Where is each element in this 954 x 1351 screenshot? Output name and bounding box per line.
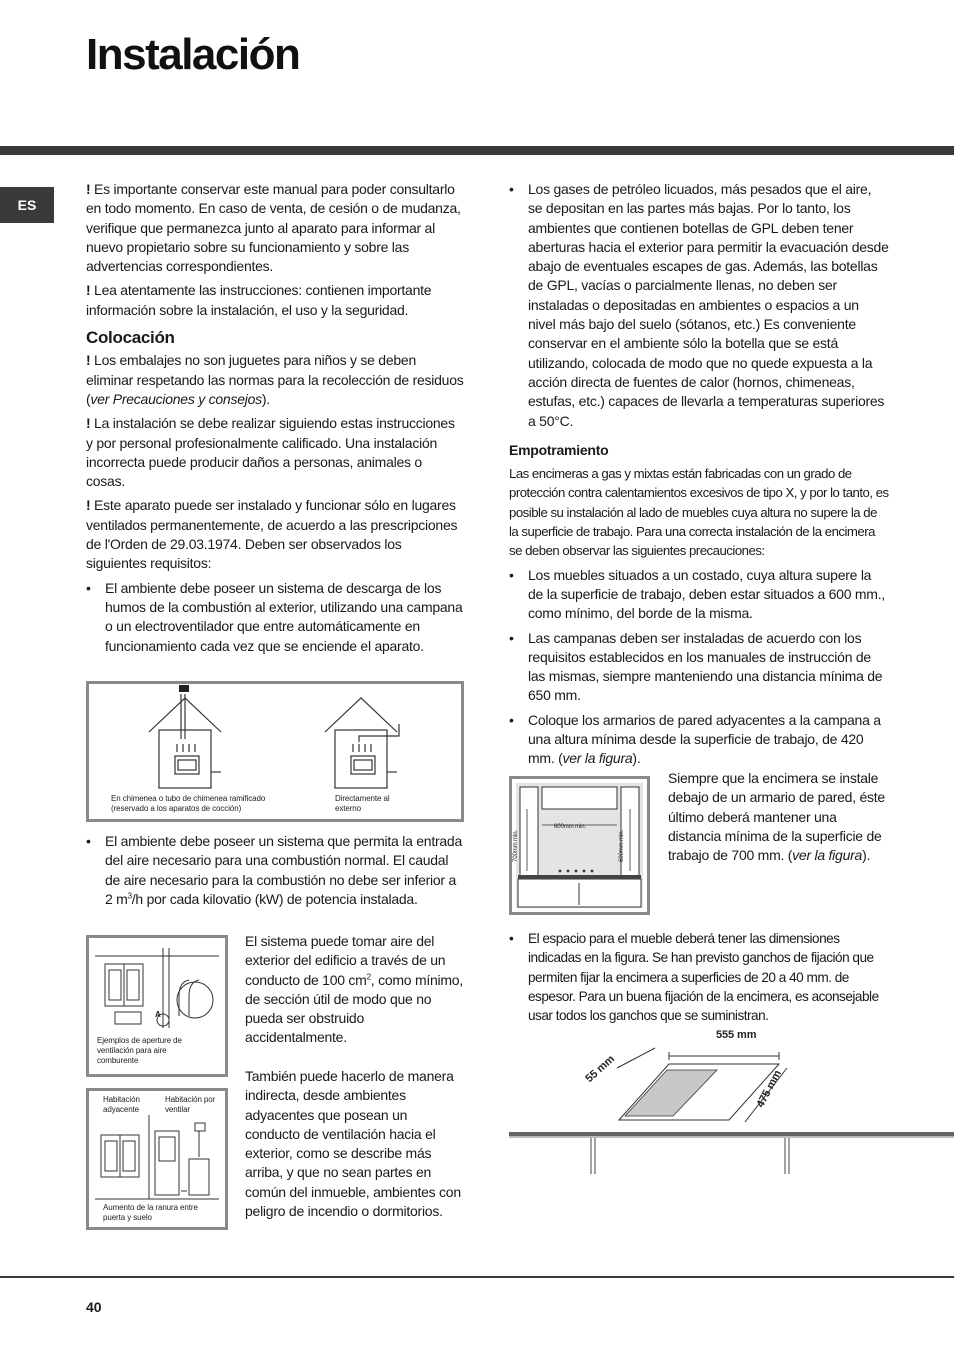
figure-label-a: A — [155, 1010, 161, 1019]
side-text-direct-intake: El sistema puede tomar aire del exterior del edificio a través de un conducto de 100 $cm^2$, como mínimo, de sección útil de modo que no pueda ser obstruido accidentalmente. — [245, 933, 463, 1046]
figure-caption-ventilation: Ejemplos de aperture de ventilación para aire comburente — [97, 1036, 182, 1065]
figure-cutout-dimensions — [509, 1028, 954, 1178]
figure-ventilation-openings — [86, 935, 228, 1077]
dimension-label-600-horizontal: 600mm min. — [554, 824, 587, 830]
dimension-label-475: 475 mm — [754, 1068, 784, 1110]
list-item: • Los gases de petróleo licuados, más pesados que el aire, se depositan en las partes más bajas. Por lo tanto, los ambientes que contienen botellas de GPL deben tener aberturas hacia el exterior para permitir la evacuación desde abajo de eventuales escapes de gas. Además, las botellas de GPL, vacías o parcialmente llenas, no deben ser instaladas o depositadas en ambientes o espacios a un nivel más bajo del suelo (sótanos, etc.) Es conveniente conservar en el ambiente sólo la botella que se está utilizando, colocada de modo que no quede expuesta a la acción directa de fuentes de calor (hornos, chimeneas, estufas, etc.) capaces de llevarla a temperaturas superiores a 50°C. — [509, 180, 889, 431]
language-tab: ES — [0, 187, 54, 223]
paragraph-packaging: ! Los embalajes no son juguetes para niños y se deben eliminar respetando las normas para la recolección de residuos (ver Precauciones y consejos). — [86, 352, 464, 407]
figure-adjacent-room — [86, 1088, 228, 1230]
header-bar — [0, 146, 954, 155]
section-heading-colocacion: Colocación — [86, 328, 175, 348]
list-item: • Los muebles situados a un costado, cuya altura supere la de la superficie de trabajo, deben estar situados a 600 mm., como mínimo, del borde de la misma. — [509, 566, 889, 624]
section-heading-empotramiento: Empotramiento — [509, 441, 609, 458]
air-intake-requirement — [86, 832, 464, 914]
dimension-label-55: 55 mm — [583, 1053, 617, 1085]
page-number: 40 — [86, 1299, 102, 1315]
dimension-label-555: 555 mm — [716, 1029, 757, 1041]
paragraph-built-in-intro: Las encimeras a gas y mixtas están fabricadas con un grado de protección contra calentamientos excesivos de tipo X, y por lo tanto, es posible su instalación al lado de muebles cuya altura no supere la de la superficie de trabajo. Para una correcta instalación de la encimera se deben observar las siguientes precauciones: — [509, 466, 889, 559]
paragraph-qualified-install: ! La instalación se debe realizar siguiendo estas instrucciones y por personal profesionalmente calificado. Una instalación incorrecta puede producir daños a personas, animales o cosas. — [86, 415, 455, 490]
paragraph-ventilation: ! Este aparato puede ser instalado y funcionar sólo en lugares ventilados permanentemente, de acuerdo a las prescripciones de l'Orden de 29.03.1974. Deben ser observados los siguientes requisitos: — [86, 497, 458, 572]
requirements-list-1 — [86, 579, 464, 656]
list-item: • El ambiente debe poseer un sistema de descarga de los humos de la combustión al exterior, utilizando una campana o un electroventilador que entre automáticamente en funcionamiento cada vez que se enciende el aparato. — [86, 579, 464, 656]
dimension-label-700-vertical: 700mm min. — [513, 829, 520, 863]
list-item: • Las campanas deben ser instaladas de acuerdo con los requisitos establecidos en los manuales de instrucción de las mismas, siempre manteniendo una distancia mínima de 650 mm. — [509, 629, 889, 706]
list-item: • Coloque los armarios de pared adyacentes a la campana a una altura mínima desde la superficie de trabajo, de 420 mm. (ver la figura). — [509, 711, 889, 769]
list-item: • El espacio para el mueble deberá tener las dimensiones indicadas en la figura. Se han previsto ganchos de fijación que permiten fijar la encimera a superficies de 20 a 40 mm. de espesor. Para un buena fijación de la encimera, es aconsejable usar todos los ganchos que se suministran. — [509, 929, 889, 1025]
figure-caption-to-ventilate: Habitación por ventilar — [165, 1095, 216, 1114]
side-text-indirect-intake: También puede hacerlo de manera indirecta, desde ambientes adyacentes que posean un conducto de ventilación hacia el exterior, como se describe más arriba, y que no sean partes en común del inmueble, ambientes con peligro de incendio o dormitorios. — [245, 1068, 461, 1220]
figure-caption-adjacent: Habitación adyacente — [103, 1095, 140, 1114]
figure-cabinet-clearances — [509, 776, 650, 915]
cutout-dimensions-text — [509, 929, 889, 1030]
right-column — [509, 180, 889, 774]
figure-caption-direct: Directamente al externo — [335, 794, 390, 813]
figure-exhaust — [86, 681, 464, 822]
cutout-dimensions-illustration — [509, 1028, 954, 1178]
paragraph-keep-manual: ! Es importante conservar este manual para poder consultarlo en todo momento. En caso de venta, de cesión o de mudanza, verifique que permanezca junto al aparato para informar al nuevo propietario sobre su funcionamiento y sobre las advertencias correspondientes. — [86, 181, 461, 275]
figure-caption-door-gap: Aumento de la ranura entre puerta y suelo — [103, 1203, 198, 1222]
footer-rule — [0, 1276, 954, 1278]
side-text-wall-cabinet: Siempre que la encimera se instale debajo de un armario de pared, éste último deberá mantener una distancia mínima de la superficie de trabajo de 700 mm. (ver la figura). — [668, 770, 885, 864]
left-column — [86, 180, 464, 661]
page-title: Instalación — [86, 30, 300, 79]
figure-caption-chimney: En chimenea o tubo de chimenea ramificado (reservado a los aparatos de cocción) — [111, 794, 266, 813]
list-item: • El ambiente debe poseer un sistema que permita la entrada del aire necesario para una combustión normal. El caudal de aire necesario para la combustión no debe ser inferior a 2 $m^3/h$ por cada kilovatio (kW) de potencia instalada. — [86, 832, 464, 909]
dimension-label-600-vertical: 600mm min. — [619, 829, 626, 863]
paragraph-read-instructions: ! Lea atentamente las instrucciones: contienen importante información sobre la instalación, el uso y la seguridad. — [86, 282, 432, 318]
